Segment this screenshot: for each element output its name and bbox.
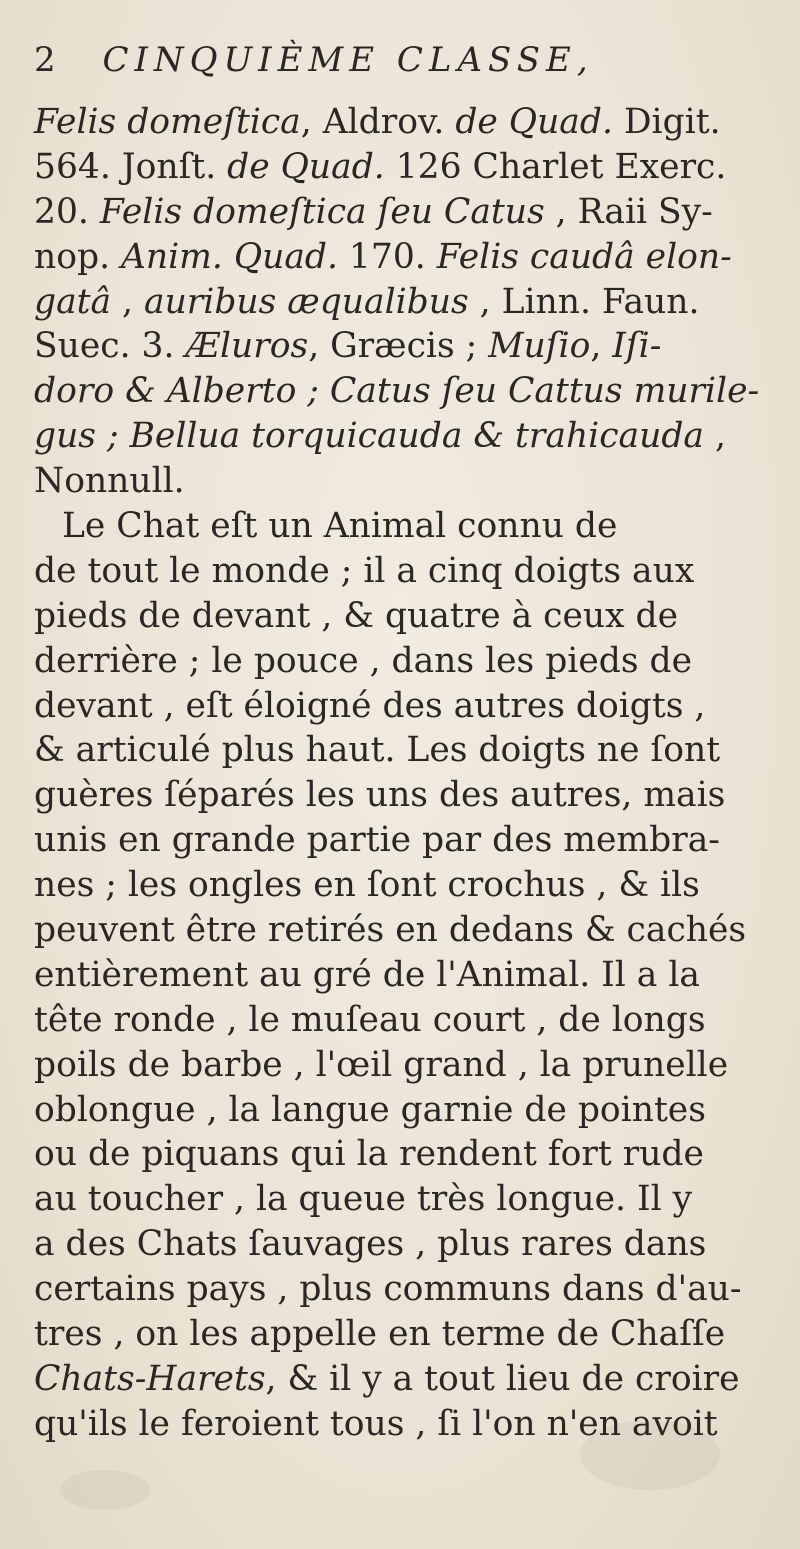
text-run: tête ronde , le muſeau court , de longs — [34, 999, 706, 1040]
text-run: Digit. — [612, 102, 721, 142]
italic-text-run: Iſi- — [612, 326, 662, 367]
page-number: 2 — [34, 40, 56, 80]
text-run: , — [590, 326, 613, 367]
text-run: entièrement au gré de l'Animal. Il a la — [34, 954, 700, 995]
text-run: Nonnull. — [34, 461, 185, 502]
text-line — [34, 1312, 780, 1357]
text-line — [34, 1267, 780, 1312]
text-run: peuvent être retirés en dedans & cachés — [34, 910, 747, 951]
italic-text-run: Felis caudâ elon- — [436, 236, 732, 277]
text-run: de tout le monde ; il a cinq doigts aux — [34, 550, 695, 591]
text-run: nes ; les ongles en ſont crochus , & ils — [34, 865, 700, 906]
italic-text-run: de Quad. — [455, 102, 613, 142]
text-run: poils de barbe , l'œil grand , la prunelle — [34, 1044, 729, 1085]
text-line — [34, 1357, 780, 1402]
italic-text-run: gus ; Bellua torquicauda & trahicauda — [34, 416, 704, 457]
text-run: au toucher , la queue très longue. Il y — [34, 1179, 693, 1220]
text-run: derrière ; le pouce , dans les pieds de — [34, 640, 692, 681]
text-line — [34, 100, 780, 145]
text-run: devant , eſt éloigné des autres doigts , — [34, 685, 706, 726]
text-line — [34, 1177, 780, 1222]
text-line — [34, 953, 780, 998]
text-line — [34, 998, 780, 1043]
text-line — [34, 504, 780, 549]
text-run: nop. — [34, 236, 122, 277]
running-header — [34, 40, 774, 100]
text-run: certains pays , plus communs dans d'au- — [34, 1269, 742, 1310]
text-line — [34, 324, 780, 369]
italic-text-run: Muſio — [488, 326, 591, 367]
body-text — [34, 100, 780, 1447]
italic-text-run: Chats-Harets — [34, 1358, 266, 1399]
text-run: tres , on les appelle en terme de Chaſſe — [34, 1314, 726, 1355]
text-line — [34, 190, 780, 235]
text-line — [34, 1043, 780, 1088]
text-line — [34, 728, 780, 773]
text-run: , & il y a tout lieu de croire — [265, 1358, 740, 1399]
text-run: , Linn. Faun. — [468, 281, 700, 322]
text-run: , Raii Sy- — [544, 191, 713, 232]
text-line — [34, 639, 780, 684]
text-line — [34, 773, 780, 818]
italic-text-run: gatâ — [34, 281, 112, 322]
text-line — [34, 459, 780, 504]
text-run: oblongue , la langue garnie de pointes — [34, 1089, 706, 1130]
italic-text-run: Anim. Quad. — [121, 236, 338, 277]
text-line — [34, 369, 780, 414]
text-run: 170. — [337, 236, 437, 277]
text-line — [34, 1222, 780, 1267]
italic-text-run: doro & Alberto ; Catus ſeu Cattus murile- — [34, 371, 760, 412]
paper-stain — [60, 1470, 150, 1510]
text-run: pieds de devant , & quatre à ceux de — [34, 595, 679, 636]
text-line — [34, 280, 780, 325]
text-line — [34, 908, 780, 953]
text-line — [34, 1132, 780, 1177]
text-run: 20. — [34, 191, 100, 232]
text-run: Le Chat eſt un Animal connu de — [62, 506, 618, 547]
text-run: unis en grande partie par des membra- — [34, 820, 720, 861]
text-run: 564. Jonſt. — [34, 146, 228, 187]
italic-text-run: Felis domeſtica ſeu Catus — [99, 191, 545, 232]
text-run: , — [111, 281, 144, 322]
text-line — [34, 1088, 780, 1133]
italic-text-run: Felis domeſtica — [34, 102, 301, 142]
text-run: a des Chats ſauvages , plus rares dans — [34, 1224, 707, 1265]
text-line — [34, 414, 780, 459]
text-line — [34, 549, 780, 594]
text-line — [34, 863, 780, 908]
text-line — [34, 1402, 780, 1447]
text-line — [34, 684, 780, 729]
text-run: Suec. 3. — [34, 326, 186, 367]
italic-text-run: auribus æqualibus — [144, 281, 469, 322]
italic-text-run: de Quad. — [227, 146, 385, 187]
text-run: 126 Charlet Exerc. — [384, 146, 727, 187]
text-run: & articulé plus haut. Les doigts ne ſont — [34, 730, 721, 771]
running-title: CINQUIÈME CLASSE, — [102, 40, 594, 80]
text-line — [34, 145, 780, 190]
text-line — [34, 235, 780, 280]
text-run: , Aldrov. — [300, 102, 456, 142]
text-line — [34, 818, 780, 863]
text-run: qu'ils le feroient tous , ſi l'on n'en avoit — [34, 1403, 718, 1444]
text-run: ou de piquans qui la rendent fort rude — [34, 1134, 704, 1175]
text-run: guères ſéparés les uns des autres, mais — [34, 775, 726, 816]
italic-text-run: Æluros — [185, 326, 309, 367]
text-line — [34, 594, 780, 639]
text-run: , Græcis ; — [308, 326, 489, 367]
text-run: , — [703, 416, 726, 457]
